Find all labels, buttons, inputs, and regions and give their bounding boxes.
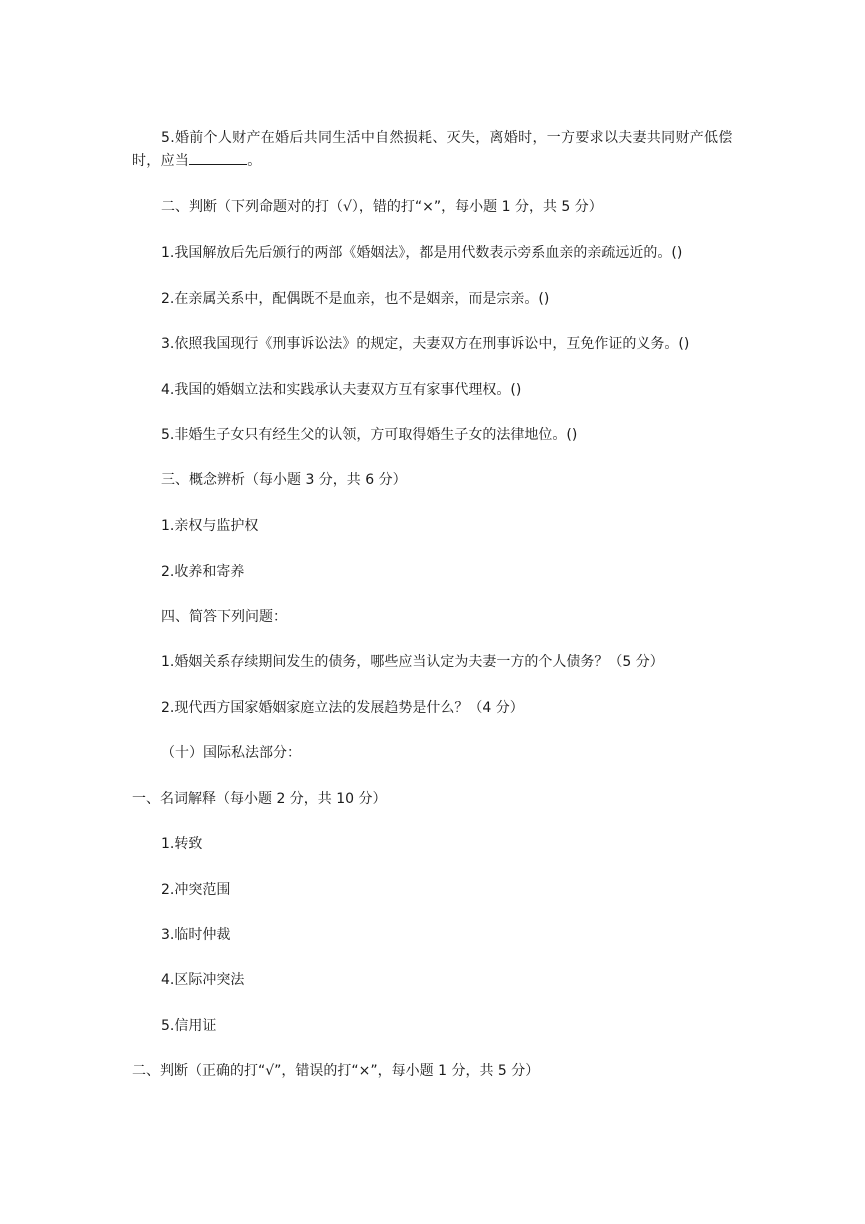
term-item: 4.区际冲突法 [161, 972, 245, 988]
judge-item: 1.我国解放后先后颁行的两部《婚姻法》，都是用代数表示旁系血亲的亲疏远近的。() [161, 245, 683, 261]
section-heading-short-answer: 四、简答下列问题： [161, 609, 287, 625]
section-heading-concept: 三、概念辨析（每小题 3 分，共 6 分） [161, 472, 407, 488]
short-answer-item: 2.现代西方国家婚姻家庭立法的发展趋势是什么？（4 分） [161, 700, 524, 716]
section-heading-judge: 二、判断（下列命题对的打（√），错的打“×”，每小题 1 分，共 5 分） [161, 199, 603, 215]
judge-item: 4.我国的婚姻立法和实践承认夫妻双方互有家事代理权。() [161, 382, 522, 398]
short-answer-item: 1.婚姻关系存续期间发生的债务，哪些应当认定为夫妻一方的个人债务？（5 分） [161, 654, 664, 670]
judge-item: 3.依照我国现行《刑事诉讼法》的规定，夫妻双方在刑事诉讼中，互免作证的义务。() [161, 336, 690, 352]
concept-item: 2.收养和寄养 [161, 564, 245, 580]
section-heading-terms: 一、名词解释（每小题 2 分，共 10 分） [132, 791, 387, 807]
term-item: 3.临时仲裁 [161, 927, 231, 943]
term-item: 5.信用证 [161, 1018, 217, 1034]
part-heading-private-international-law: （十）国际私法部分： [161, 745, 301, 761]
term-item: 2.冲突范围 [161, 882, 231, 898]
fill-question-5-suffix: 。 [247, 153, 262, 169]
concept-item: 1.亲权与监护权 [161, 518, 259, 534]
fill-question-5-text: 5.婚前个人财产在婚后共同生活中自然损耗、灭失，离婚时，一方要求以夫妻共同财产低偿时，应当 [132, 130, 733, 169]
judge-item: 2.在亲属关系中，配偶既不是血亲，也不是姻亲，而是宗亲。() [161, 291, 550, 307]
section-heading-judge-2: 二、判断（正确的打“√”，错误的打“×”，每小题 1 分，共 5 分） [132, 1063, 540, 1079]
judge-item: 5.非婚生子女只有经生父的认领，方可取得婚生子女的法律地位。() [161, 427, 578, 443]
term-item: 1.转致 [161, 836, 203, 852]
fill-question-5 [132, 127, 737, 172]
fill-blank [189, 149, 247, 165]
